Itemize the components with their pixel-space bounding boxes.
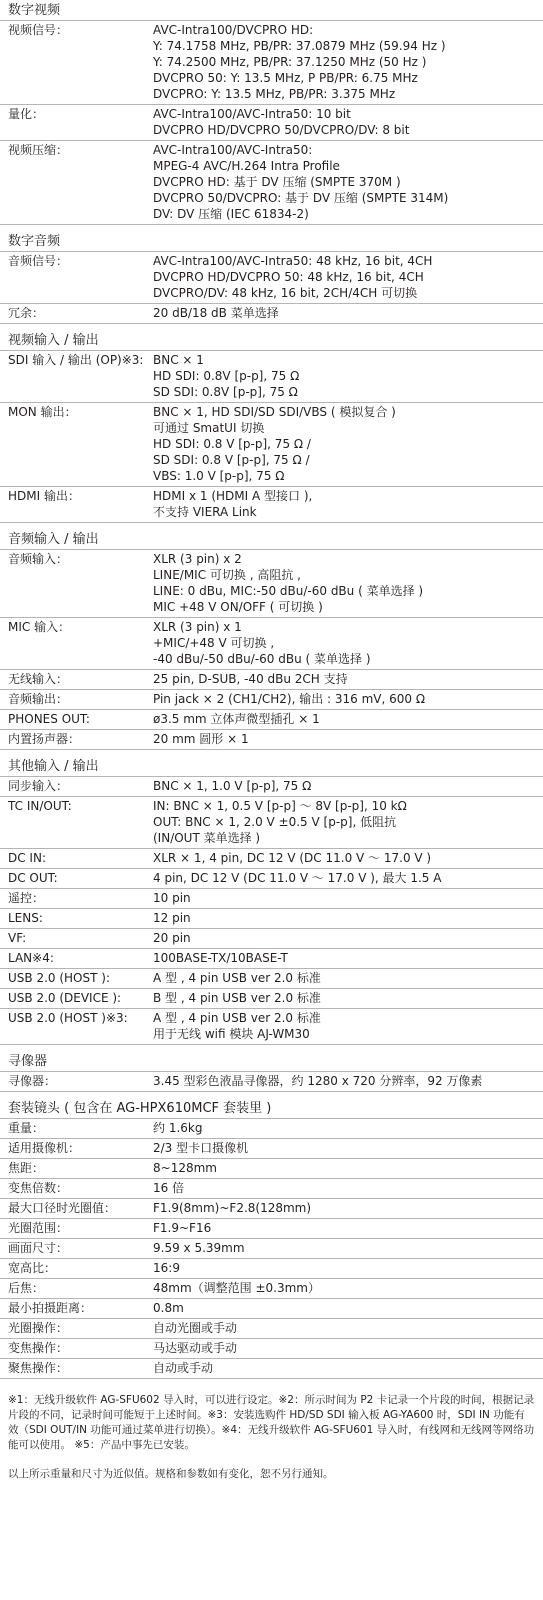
spec-value	[153, 22, 543, 102]
spec-value-line: (IN/OUT 菜单选择 )	[153, 831, 261, 845]
spec-value	[153, 890, 543, 906]
spec-value	[153, 1180, 543, 1196]
spec-label: 后焦：	[8, 1281, 45, 1295]
spec-value	[153, 551, 543, 615]
spec-value-line: OUT: BNC × 1, 2.0 V ±0.5 V [p-p], 低阻抗	[153, 815, 397, 829]
spec-label: USB 2.0 (HOST ):	[8, 971, 110, 985]
spec-value	[153, 1260, 543, 1276]
spec-row	[0, 618, 543, 670]
spec-value-line: AVC-Intra100/AVC-Intra50: 48 kHz, 16 bit, 4CH	[153, 254, 433, 268]
spec-label: 遥控：	[8, 891, 45, 905]
spec-row	[0, 304, 543, 324]
spec-value	[153, 619, 543, 667]
spec-value	[153, 352, 543, 400]
spec-label: 变焦操作：	[8, 1341, 69, 1355]
spec-label: USB 2.0 (HOST )※3:	[8, 1011, 128, 1025]
spec-label: 光圈范围：	[8, 1221, 69, 1235]
spec-label: TC IN/OUT:	[8, 799, 72, 813]
spec-row	[0, 969, 543, 989]
section-title: 数字视频	[0, 2, 543, 21]
spec-label: DC IN:	[8, 851, 46, 865]
spec-row	[0, 989, 543, 1009]
spec-row	[0, 252, 543, 304]
spec-row	[0, 909, 543, 929]
spec-label: LENS:	[8, 911, 43, 925]
spec-value-line: DVCPRO 50/DVCPRO: 基于 DV 压缩 (SMPTE 314M)	[153, 191, 449, 205]
spec-value	[153, 1200, 543, 1216]
spec-value	[153, 1360, 543, 1376]
spec-value-line: BNC × 1, HD SDI/SD SDI/VBS ( 模拟复合 )	[153, 405, 396, 419]
spec-value	[153, 970, 543, 986]
section-title: 寻像器	[0, 1053, 543, 1072]
spec-value-line: F1.9(8mm)~F2.8(128mm)	[153, 1201, 312, 1215]
spec-row	[0, 1009, 543, 1045]
spec-label: 音频输入：	[8, 552, 69, 566]
spec-label: LAN※4:	[8, 951, 54, 965]
spec-row	[0, 1339, 543, 1359]
spec-label: 量化：	[8, 107, 45, 121]
spec-value-line: 自动光圈或手动	[153, 1321, 238, 1335]
spec-value	[153, 711, 543, 727]
spec-value-line: 2/3 型卡口摄像机	[153, 1141, 249, 1155]
spec-value	[153, 1240, 543, 1256]
spec-label: 最小拍摄距离：	[8, 1301, 93, 1315]
spec-row	[0, 690, 543, 710]
spec-row	[0, 351, 543, 403]
spec-label: 焦距：	[8, 1161, 45, 1175]
spec-row	[0, 1159, 543, 1179]
spec-row	[0, 1319, 543, 1339]
spec-label: 寻像器：	[8, 1074, 57, 1088]
spec-value-line: 自动或手动	[153, 1361, 214, 1375]
spec-value-line: DVCPRO HD: 基于 DV 压缩 (SMPTE 370M )	[153, 175, 401, 189]
spec-value-line: HDMI x 1 (HDMI A 型接口 ),	[153, 489, 313, 503]
spec-value-line: +MIC/+48 V 可切换 ,	[153, 636, 275, 650]
spec-value	[153, 404, 543, 484]
spec-label: 音频信号：	[8, 254, 69, 268]
spec-label: 同步输入：	[8, 779, 69, 793]
spec-row	[0, 1179, 543, 1199]
spec-row	[0, 1239, 543, 1259]
spec-value-line: DVCPRO 50: Y: 13.5 MHz, P PB/PR: 6.75 MHz	[153, 71, 418, 85]
spec-value-line: 用于无线 wifi 模块 AJ-WM30	[153, 1027, 310, 1041]
spec-row	[0, 21, 543, 105]
spec-label: 重量：	[8, 1121, 45, 1135]
spec-value-line: LINE: 0 dBu, MIC:-50 dBu/-60 dBu ( 菜单选择 )	[153, 584, 424, 598]
spec-value-line: 20 pin	[153, 931, 191, 945]
spec-value-line: SD SDI: 0.8 V [p-p], 75 Ω /	[153, 453, 310, 467]
spec-label: 视频压缩：	[8, 143, 69, 157]
spec-row	[0, 1259, 543, 1279]
spec-value	[153, 488, 543, 520]
spec-value	[153, 1340, 543, 1356]
spec-value-line: VBS: 1.0 V [p-p], 75 Ω	[153, 469, 285, 483]
spec-row	[0, 141, 543, 225]
spec-value-line: XLR (3 pin) x 1	[153, 620, 242, 634]
spec-section	[0, 233, 543, 324]
spec-label: VF:	[8, 931, 27, 945]
spec-value-line: -40 dBu/-50 dBu/-60 dBu ( 菜单选择 )	[153, 652, 371, 666]
spec-value	[153, 778, 543, 794]
spec-row	[0, 730, 543, 750]
footnotes: ※1：无线升级软件 AG-SFU602 导入时，可以进行设定。※2：所示时间为 P2 卡记录一个片段的时间，根据记录片段的不同，记录时间可能短于上述时间。※3：安装选购件 HD/SD SDI 输入板 AG-YA600 时，SDI IN 功能有效（SDI OUT/IN 功能可通过菜单进行切换）。※4：无线升级软件 AG-SFU601 导入时，有线网和无线网等网络功能可以使用。 ※5：产品中事先已安装。	[8, 1394, 535, 1451]
spec-value-line: MPEG-4 AVC/H.264 Intra Profile	[153, 159, 340, 173]
spec-value-line: AVC-Intra100/AVC-Intra50:	[153, 143, 313, 157]
spec-value-line: 20 mm 圆形 × 1	[153, 732, 249, 746]
spec-label: 无线输入：	[8, 672, 69, 686]
spec-section	[0, 2, 543, 225]
spec-label: 变焦倍数：	[8, 1181, 69, 1195]
spec-label: 视频信号：	[8, 23, 69, 37]
spec-value-line: BNC × 1, 1.0 V [p-p], 75 Ω	[153, 779, 312, 793]
spec-section	[0, 332, 543, 523]
spec-label: 内置扬声器：	[8, 732, 81, 746]
spec-value	[153, 1140, 543, 1156]
spec-value-line: SD SDI: 0.8V [p-p], 75 Ω	[153, 385, 298, 399]
spec-value	[153, 950, 543, 966]
spec-row	[0, 403, 543, 487]
spec-value	[153, 798, 543, 846]
spec-value-line: 不支持 VIERA Link	[153, 505, 257, 519]
spec-row	[0, 929, 543, 949]
spec-value-line: 3.45 型彩色液晶寻像器，约 1280 x 720 分辨率，92 万像素	[153, 1074, 483, 1088]
spec-value	[153, 305, 543, 321]
section-title: 数字音频	[0, 233, 543, 252]
spec-value-line: MIC +48 V ON/OFF ( 可切换 )	[153, 600, 323, 614]
spec-value-line: 48mm（调整范围 ±0.3mm）	[153, 1281, 320, 1295]
spec-value-line: DVCPRO HD/DVCPRO 50/DVCPRO/DV: 8 bit	[153, 123, 410, 137]
spec-label: PHONES OUT:	[8, 712, 90, 726]
spec-label: 音频输出：	[8, 692, 69, 706]
spec-row	[0, 670, 543, 690]
spec-value-line: 16:9	[153, 1261, 180, 1275]
spec-value-line: IN: BNC × 1, 0.5 V [p-p] ～ 8V [p-p], 10 kΩ	[153, 799, 407, 813]
spec-value-line: DVCPRO HD/DVCPRO 50: 48 kHz, 16 bit, 4CH	[153, 270, 424, 284]
spec-value	[153, 253, 543, 301]
spec-value-line: BNC × 1	[153, 353, 204, 367]
spec-value-line: 4 pin, DC 12 V (DC 11.0 V ～ 17.0 V ), 最大 1.5 A	[153, 871, 442, 885]
spec-label: 最大口径时光圈值：	[8, 1201, 117, 1215]
spec-row	[0, 797, 543, 849]
spec-value-line: Pin jack × 2 (CH1/CH2), 输出 : 316 mV, 600 Ω	[153, 692, 426, 706]
spec-value-line: LINE/MIC 可切换 , 高阻抗 ,	[153, 568, 301, 582]
spec-value	[153, 930, 543, 946]
spec-row	[0, 949, 543, 969]
spec-value-line: 25 pin, D-SUB, -40 dBu 2CH 支持	[153, 672, 348, 686]
spec-value	[153, 731, 543, 747]
section-title: 音频输入 / 输出	[0, 531, 543, 550]
spec-value-line: HD SDI: 0.8 V [p-p], 75 Ω /	[153, 437, 311, 451]
spec-value	[153, 1010, 543, 1042]
spec-section	[0, 531, 543, 750]
spec-label: MON 输出：	[8, 405, 77, 419]
spec-value-line: F1.9~F16	[153, 1221, 212, 1235]
spec-value	[153, 671, 543, 687]
spec-value-line: 0.8m	[153, 1301, 184, 1315]
spec-value-line: AVC-Intra100/AVC-Intra50: 10 bit	[153, 107, 351, 121]
spec-value	[153, 1120, 543, 1136]
spec-value-line: 9.59 x 5.39mm	[153, 1241, 245, 1255]
spec-row	[0, 487, 543, 523]
spec-row	[0, 1279, 543, 1299]
spec-row	[0, 1139, 543, 1159]
spec-label: HDMI 输出：	[8, 489, 80, 503]
spec-value	[153, 691, 543, 707]
spec-row	[0, 1119, 543, 1139]
spec-row	[0, 1299, 543, 1319]
spec-label: DC OUT:	[8, 871, 58, 885]
closing-note: 以上所示重量和尺寸为近似值。规格和参数如有变化，恕不另行通知。	[8, 1468, 334, 1480]
spec-row	[0, 710, 543, 730]
spec-value-line: ø3.5 mm 立体声微型插孔 × 1	[153, 712, 320, 726]
spec-label: 光圈操作：	[8, 1321, 69, 1335]
spec-value	[153, 1160, 543, 1176]
spec-value-line: 8~128mm	[153, 1161, 217, 1175]
spec-label: 画面尺寸：	[8, 1241, 69, 1255]
spec-row	[0, 1219, 543, 1239]
spec-row	[0, 849, 543, 869]
spec-label: 冗余：	[8, 306, 45, 320]
spec-value-line: 约 1.6kg	[153, 1121, 203, 1135]
spec-label: MIC 输入：	[8, 620, 71, 634]
spec-value-line: DVCPRO/DV: 48 kHz, 16 bit, 2CH/4CH 可切换	[153, 286, 418, 300]
spec-value	[153, 1280, 543, 1296]
spec-value-line: Y: 74.2500 MHz, PB/PR: 37.1250 MHz (50 Hz )	[153, 55, 427, 69]
spec-value-line: 16 倍	[153, 1181, 185, 1195]
spec-row	[0, 869, 543, 889]
spec-value-line: HD SDI: 0.8V [p-p], 75 Ω	[153, 369, 300, 383]
spec-value	[153, 142, 543, 222]
spec-value-line: XLR (3 pin) x 2	[153, 552, 242, 566]
spec-label: 适用摄像机：	[8, 1141, 81, 1155]
spec-value-line: DV: DV 压缩 (IEC 61834-2)	[153, 207, 309, 221]
spec-value-line: DVCPRO: Y: 13.5 MHz, PB/PR: 3.375 MHz	[153, 87, 396, 101]
spec-row	[0, 1359, 543, 1379]
spec-value	[153, 870, 543, 886]
spec-value-line: AVC-Intra100/DVCPRO HD:	[153, 23, 314, 37]
spec-value-line: A 型 , 4 pin USB ver 2.0 标准	[153, 1011, 321, 1025]
spec-row	[0, 1072, 543, 1092]
spec-value-line: B 型 , 4 pin USB ver 2.0 标准	[153, 991, 321, 1005]
spec-row	[0, 105, 543, 141]
spec-label: 聚焦操作：	[8, 1361, 69, 1375]
spec-label: 宽高比：	[8, 1261, 57, 1275]
spec-value	[153, 1300, 543, 1316]
section-title: 其他输入 / 输出	[0, 758, 543, 777]
spec-section	[0, 1100, 543, 1379]
spec-value-line: 100BASE-TX/10BASE-T	[153, 951, 288, 965]
section-title: 视频输入 / 输出	[0, 332, 543, 351]
spec-row	[0, 889, 543, 909]
spec-value	[153, 106, 543, 138]
section-title: 套装镜头 ( 包含在 AG-HPX610MCF 套装里 )	[0, 1100, 543, 1119]
spec-value-line: XLR × 1, 4 pin, DC 12 V (DC 11.0 V ～ 17.0 V )	[153, 851, 432, 865]
spec-section	[0, 758, 543, 1045]
spec-label: SDI 输入 / 输出 (OP)※3:	[8, 353, 144, 367]
spec-value-line: 可通过 SmatUI 切换	[153, 421, 265, 435]
spec-row	[0, 550, 543, 618]
spec-row	[0, 777, 543, 797]
spec-value-line: 20 dB/18 dB 菜单选择	[153, 306, 279, 320]
spec-value-line: 马达驱动或手动	[153, 1341, 238, 1355]
spec-label: USB 2.0 (DEVICE ):	[8, 991, 122, 1005]
spec-value	[153, 990, 543, 1006]
spec-section	[0, 1053, 543, 1092]
spec-value-line: Y: 74.1758 MHz, PB/PR: 37.0879 MHz (59.94 Hz )	[153, 39, 446, 53]
spec-value-line: 10 pin	[153, 891, 191, 905]
spec-row	[0, 1199, 543, 1219]
spec-value	[153, 910, 543, 926]
spec-value	[153, 1320, 543, 1336]
spec-value	[153, 1220, 543, 1236]
spec-value	[153, 1073, 543, 1089]
spec-value-line: A 型 , 4 pin USB ver 2.0 标准	[153, 971, 321, 985]
spec-value-line: 12 pin	[153, 911, 191, 925]
spec-value	[153, 850, 543, 866]
